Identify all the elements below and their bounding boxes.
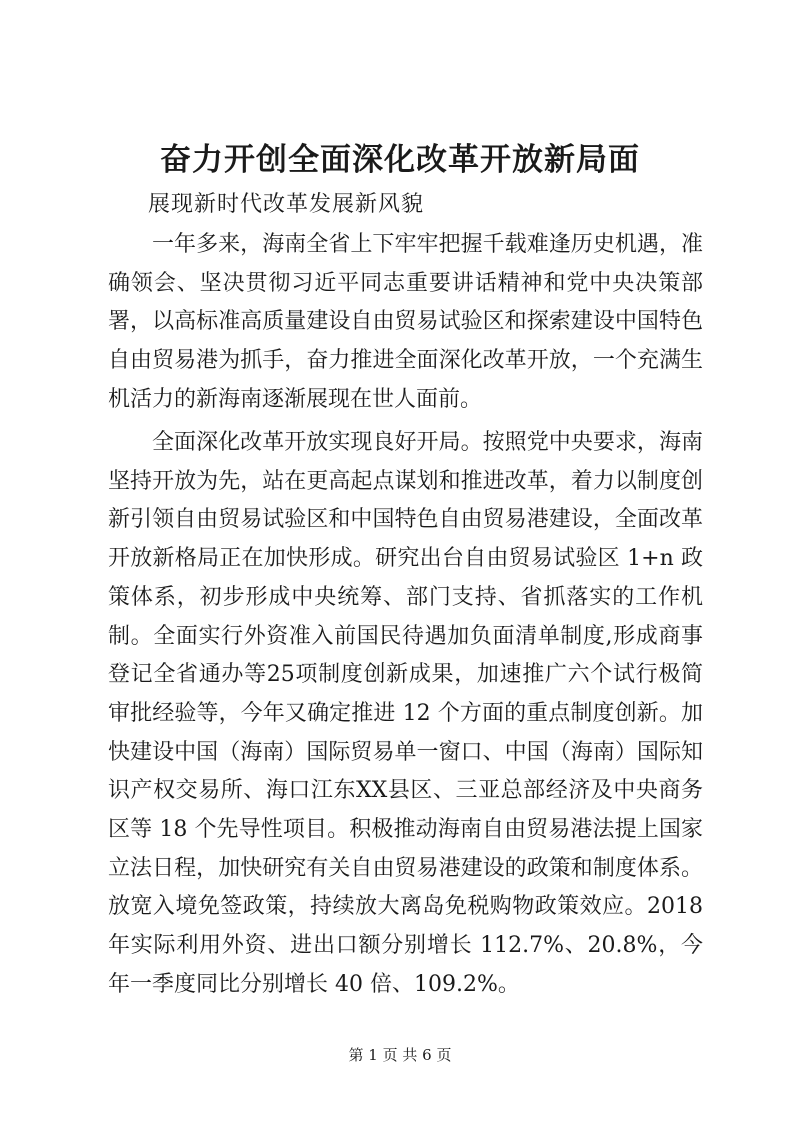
page-footer: 第 1 页 共 6 页 [348,1046,452,1064]
body-paragraph-1: 一年多来，海南全省上下牢牢把握千载难逢历史机遇，准确领会、坚决贯彻习近平同志重要讲话精神和党中央决策部署，以高标准高质量建设自由贸易试验区和探索建设中国特色自由贸易港为抓手，奋力推进全面深化改革开放，一个充满生机活力的新海南逐渐展现在世人面前。 [108,232,703,412]
document-title: 奋力开创全面深化改革开放新局面 [160,142,640,178]
document-subtitle: 展现新时代改革发展新风貌 [148,192,425,217]
body-paragraph-2: 全面深化改革开放实现良好开局。按照党中央要求，海南坚持开放为先，站在更高起点谋划和推进改革，着力以制度创新引领自由贸易试验区和中国特色自由贸易港建设，全面改革开放新格局正在加快形成。研究出台自由贸易试验区 1+n 政策体系，初步形成中央统筹、部门支持、省抓落实的工作机制。全面实行外资准入前国民待遇加负面清单制度,形成商事登记全省通办等25项制度创新成果，加速推广六个试行极简审批经验等，今年又确定推进 12 个方面的重点制度创新。加快建设中国（海南）国际贸易单一窗口、中国（海南）国际知识产权交易所、海口江东XX县区、三亚总部经济及中央商务区等 18 个先导性项目。积极推动海南自由贸易港法提上国家立法日程，加快研究有关自由贸易港建设的政策和制度体系。放宽入境免签政策，持续放大离岛免税购物政策效应。2018 年实际利用外资、进出口额分别增长 112.7%、20.8%，今年一季度同比分别增长 40 倍、109.2%。 [108,430,703,997]
